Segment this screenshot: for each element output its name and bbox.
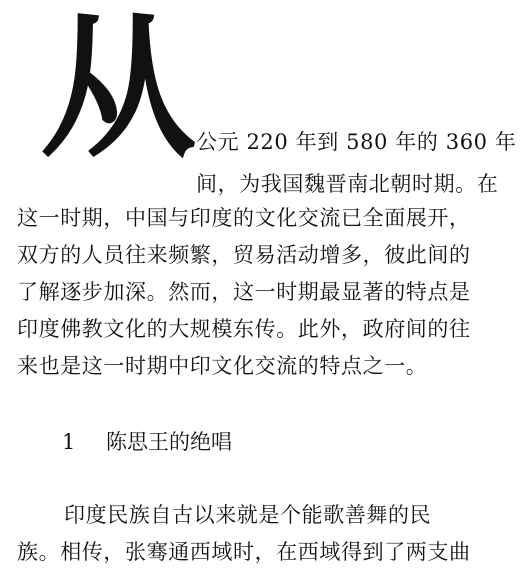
intro-line-7: 来也是这一时期中印文化交流的特点之一。 — [17, 354, 428, 378]
body-line-1: 印度民族自古以来就是个能歌善舞的民 — [64, 503, 432, 527]
body-line-2: 族。相传，张骞通西域时，在西域得到了两支曲 — [17, 540, 471, 564]
intro-line-1: 公元 220 年到 580 年的 360 年 — [196, 130, 517, 154]
intro-line-2: 间，为我国魏晋南北朝时期。在 — [196, 172, 499, 196]
drop-cap-character: 从 — [40, 0, 188, 179]
section-title: 陈思王的绝唱 — [106, 430, 232, 454]
section-number: 1 — [62, 430, 76, 454]
intro-line-4: 双方的人员往来频繁，贸易活动增多，彼此间的 — [17, 243, 471, 267]
intro-line-3: 这一时期，中国与印度的文化交流已全面展开， — [17, 206, 471, 230]
section-heading — [62, 430, 232, 454]
intro-line-5: 了解逐步加深。然而，这一时期最显著的特点是 — [17, 280, 471, 304]
intro-line-6: 印度佛教文化的大规模东传。此外，政府间的往 — [17, 317, 471, 341]
